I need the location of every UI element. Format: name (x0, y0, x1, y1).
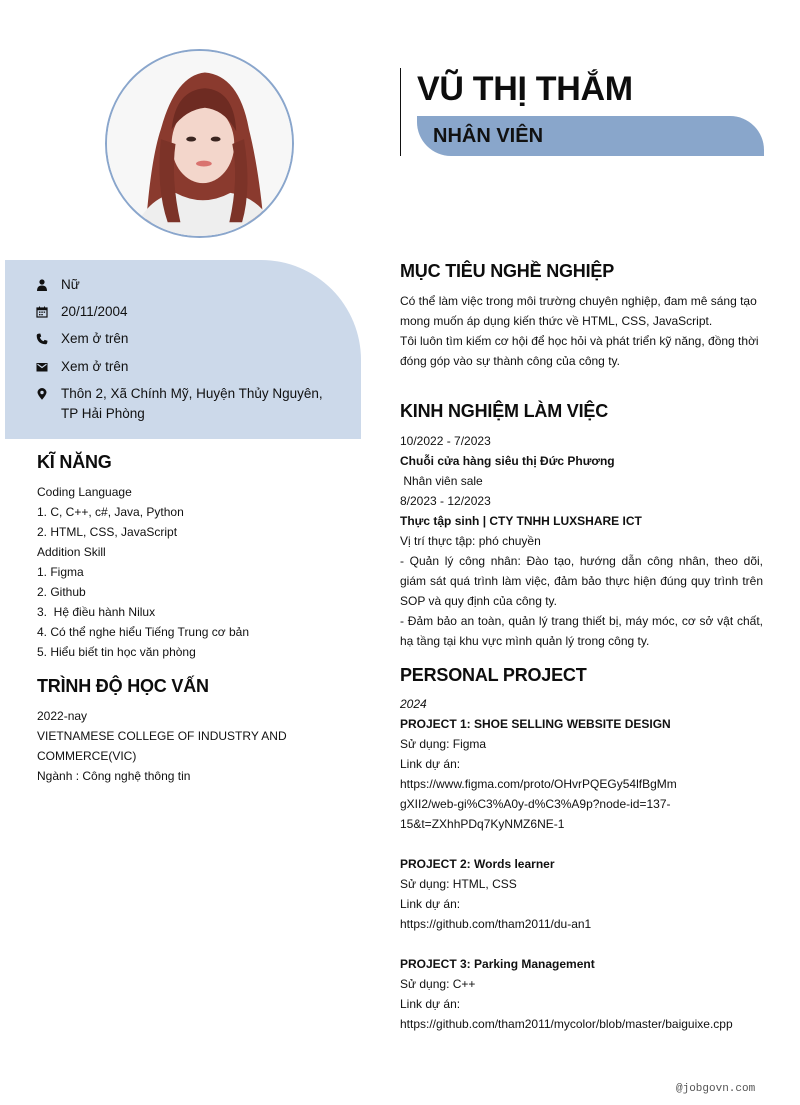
avatar (105, 49, 294, 238)
skills-list (37, 482, 249, 662)
skill-line: Addition Skill (37, 545, 106, 559)
contact-gender: Nữ (35, 275, 80, 295)
education-school: VIETNAMESE COLLEGE OF INDUSTRY AND (37, 729, 287, 743)
skill-line: 1. Figma (37, 565, 84, 579)
objective-title: MỤC TIÊU NGHỀ NGHIỆP (400, 261, 615, 281)
project-link-label: Link dự án: (400, 997, 461, 1011)
job-position: Vị trí thực tập: phó chuyền (400, 534, 541, 548)
job-title: NHÂN VIÊN (433, 125, 544, 147)
skill-line: 2. Github (37, 585, 86, 599)
projects-list (400, 694, 733, 1034)
job-company: Chuỗi cửa hàng siêu thị Đức Phương (400, 454, 615, 468)
contact-birthday: 20/11/2004 (35, 302, 128, 322)
project-tools: Sử dụng: Figma (400, 737, 487, 751)
candidate-name: VŨ THỊ THẮM (417, 70, 633, 108)
project-link-cont[interactable]: gXII2/web-gi%C3%A0y-d%C3%A9p?node-id=137- (400, 797, 671, 811)
skill-line: 1. C, C++, c#, Java, Python (37, 505, 184, 519)
project-link[interactable]: https://github.com/tham2011/du-an1 (400, 917, 592, 931)
education-list (37, 706, 287, 786)
project-link-label: Link dự án: (400, 757, 461, 771)
header (400, 68, 765, 156)
role-band (417, 116, 764, 156)
skill-line: 3. Hệ điều hành Nilux (37, 605, 156, 619)
project-link-label: Link dự án: (400, 897, 461, 911)
phone-icon (35, 329, 49, 349)
contact-phone: Xem ở trên (35, 329, 128, 349)
project-link[interactable]: https://www.figma.com/proto/OHvrPQEGy54lfBgMm (400, 777, 677, 791)
job-period: 10/2022 - 7/2023 (400, 434, 491, 448)
skills-title: KĨ NĂNG (37, 452, 112, 472)
project-link[interactable]: https://github.com/tham2011/mycolor/blob/master/baiguixe.cpp (400, 1017, 733, 1031)
contact-email: Xem ở trên (35, 357, 128, 377)
experience-list (400, 431, 763, 651)
skill-line: Coding Language (37, 485, 132, 499)
watermark: @jobgovn.com (676, 1083, 756, 1095)
objective-text: Có thể làm việc trong môi trường chuyên nghiệp, đam mê sáng tạo mong muốn áp dụng kiến thức về HTML, CSS, JavaScript. Tôi luôn tìm kiếm cơ hội để học hỏi và phát triển kỹ năng, đồng thời đóng góp vào sự thành công của công ty. (400, 294, 759, 368)
skill-line: 2. HTML, CSS, JavaScript (37, 525, 178, 539)
project-name: PROJECT 3: Parking Management (400, 957, 595, 971)
experience-title: KINH NGHIỆM LÀM VIỆC (400, 401, 609, 421)
skill-line: 5. Hiểu biết tin học văn phòng (37, 645, 196, 659)
education-title: TRÌNH ĐỘ HỌC VẤN (37, 676, 209, 696)
projects-title: PERSONAL PROJECT (400, 665, 587, 685)
job-position: Nhân viên sale (400, 474, 483, 488)
contact-address: Thôn 2, Xã Chính Mỹ, Huyện Thủy Nguyên, TP Hải Phòng (35, 384, 323, 424)
job-period: 8/2023 - 12/2023 (400, 494, 491, 508)
projects-year: 2024 (400, 697, 427, 711)
project-name: PROJECT 1: SHOE SELLING WEBSITE DESIGN (400, 717, 671, 731)
project-tools: Sử dụng: HTML, CSS (400, 877, 517, 891)
email-icon (35, 357, 49, 377)
job-company: Thực tập sinh | CTY TNHH LUXSHARE ICT (400, 514, 642, 528)
job-description: - Đảm bảo an toàn, quản lý trang thiết bị, máy móc, cơ sở vật chất, hạ tầng tại khu vực mình quản lý trong công ty. (400, 614, 763, 648)
person-icon (35, 275, 49, 295)
location-icon (35, 384, 49, 404)
project-link-cont[interactable]: 15&t=ZXhhPDq7KyNMZ6NE-1 (400, 817, 565, 831)
education-school-cont: COMMERCE(VIC) (37, 749, 137, 763)
profile-photo (107, 51, 292, 236)
job-description: - Quản lý công nhân: Đào tạo, hướng dẫn công nhân, theo dõi, giám sát quá trình làm việc, đảm bảo thực hiện đúng quy trình trên SOP và quy định của công ty. (400, 554, 763, 608)
education-period: 2022-nay (37, 709, 88, 723)
calendar-icon (35, 302, 49, 322)
project-name: PROJECT 2: Words learner (400, 857, 555, 871)
skill-line: 4. Có thể nghe hiểu Tiếng Trung cơ bản (37, 625, 250, 639)
project-tools: Sử dụng: C++ (400, 977, 476, 991)
education-major: Ngành : Công nghệ thông tin (37, 769, 191, 783)
